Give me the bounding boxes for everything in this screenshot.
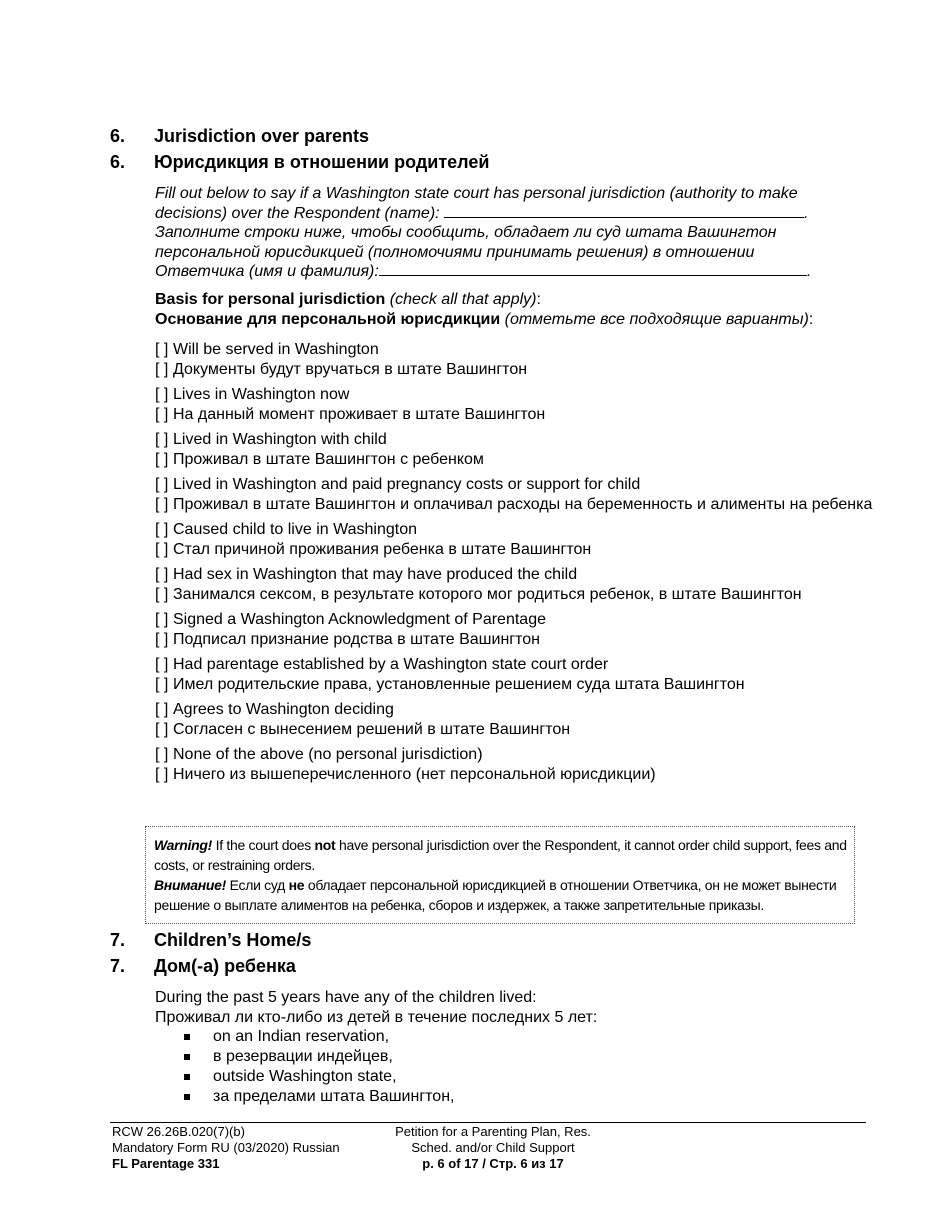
jurisdiction-options (155, 340, 875, 790)
option-agrees: [ ] Agrees to Washington deciding [ ] Согласен с вынесением решений в штате Вашингтон (155, 701, 571, 738)
option-acknowledgment: [ ] Signed a Washington Acknowledgment of Parentage [ ] Подписал признание родства в штате Вашингтон (155, 611, 546, 648)
checkbox[interactable]: [ ] (155, 341, 169, 358)
instruction-ru-line3: Ответчика (имя и фамилия): . (155, 263, 812, 280)
respondent-name-field-ru[interactable] (379, 275, 807, 276)
bullet-icon (184, 1054, 190, 1060)
bullet-icon (184, 1074, 190, 1080)
checkbox[interactable]: [ ] (155, 431, 169, 448)
section-7-heading-ru: 7. Дом(-а) ребенка (110, 956, 296, 976)
checkbox[interactable]: [ ] (155, 450, 169, 468)
footer-left: RCW 26.26B.020(7)(b) Mandatory Form RU (03/2020) Russian FL Parentage 331 (112, 1124, 340, 1171)
respondent-name-field-en[interactable] (444, 217, 804, 218)
checkbox[interactable]: [ ] (155, 476, 169, 493)
option-none: [ ] None of the above (no personal jurisdiction) [ ] Ничего из вышеперечисленного (нет персональной юрисдикции) (155, 746, 656, 783)
page-number: p. 6 of 17 / Стр. 6 из 17 (422, 1156, 564, 1171)
checkbox[interactable]: [ ] (155, 720, 169, 738)
basis-heading: Basis for personal jurisdiction (check all that apply): Основание для персональной юрисдикции (отметьте все подходящие варианты): (155, 291, 814, 328)
section-7-title-ru: Дом(-а) ребенка (154, 956, 296, 976)
bullet-icon (184, 1094, 190, 1100)
children-home-list (180, 1027, 454, 1107)
list-item: за пределами штата Вашингтон, (180, 1087, 454, 1107)
checkbox[interactable]: [ ] (155, 566, 169, 583)
warning-box (145, 826, 855, 924)
footer-center: Petition for a Parenting Plan, Res. Sched. and/or Child Support p. 6 of 17 / Стр. 6 из 17 (388, 1124, 598, 1172)
checkbox[interactable]: [ ] (155, 675, 169, 693)
option-served: [ ] Will be served in Washington [ ] Документы будут вручаться в штате Вашингтон (155, 341, 528, 378)
instruction-ru-line2: персональной юрисдикцией (полномочиями принимать решения) в отношении (155, 243, 755, 261)
instruction-en-line1: Fill out below to say if a Washington state court has personal jurisdiction (authority to make (155, 185, 798, 202)
checkbox[interactable]: [ ] (155, 521, 169, 538)
section-6-heading-en: 6. Jurisdiction over parents (110, 126, 370, 146)
section-6-title-en: Jurisdiction over parents (154, 126, 370, 146)
list-item: в резервации индейцев, (180, 1047, 454, 1067)
instruction-ru-line1: Заполните строки ниже, чтобы сообщить, обладает ли суд штата Вашингтон (155, 224, 777, 241)
warning-ru: Внимание! Если суд не обладает персональной юрисдикцией в отношении Ответчика, он не может вынести решение о выплате алиментов на ребенка, сборов и издержек, а также запретительные приказы. (154, 877, 837, 913)
bullet-icon (184, 1034, 190, 1040)
checkbox[interactable]: [ ] (155, 746, 169, 763)
checkbox[interactable]: [ ] (155, 495, 169, 513)
section-7-title-en: Children’s Home/s (154, 930, 312, 950)
checkbox[interactable]: [ ] (155, 540, 169, 558)
option-lives-now: [ ] Lives in Washington now [ ] На данный момент проживает в штате Вашингтон (155, 386, 546, 423)
checkbox[interactable]: [ ] (155, 765, 169, 783)
section-7-heading-en: 7. Children’s Home/s (110, 930, 312, 950)
option-court-order: [ ] Had parentage established by a Washington state court order [ ] Имел родительские права, установленные решением суда штата Вашингтон (155, 656, 745, 693)
option-paid-support: [ ] Lived in Washington and paid pregnancy costs or support for child [ ] Проживал в штате Вашингтон и оплачивал расходы на беременность и алименты на ребенка (155, 476, 873, 513)
children-home-question: During the past 5 years have any of the children lived: Проживал ли кто-либо из детей в течение последних 5 лет: (155, 989, 598, 1026)
option-caused-child-to-live: [ ] Caused child to live in Washington [ ] Стал причиной проживания ребенка в штате Вашингтон (155, 521, 592, 558)
section-6-title-ru: Юрисдикция в отношении родителей (154, 152, 490, 172)
list-item: outside Washington state, (180, 1067, 454, 1087)
checkbox[interactable]: [ ] (155, 585, 169, 603)
footer-divider (110, 1122, 866, 1123)
option-lived-with-child: [ ] Lived in Washington with child [ ] Проживал в штате Вашингтон с ребенком (155, 431, 484, 468)
option-conception: [ ] Had sex in Washington that may have produced the child [ ] Занимался сексом, в результате которого мог родиться ребенок, в штате Вашингтон (155, 566, 802, 603)
checkbox[interactable]: [ ] (155, 611, 169, 628)
checkbox[interactable]: [ ] (155, 405, 169, 423)
instruction-en-line2: decisions) over the Respondent (name): . (155, 204, 809, 222)
checkbox[interactable]: [ ] (155, 360, 169, 378)
warning-en: Warning! If the court does not have personal jurisdiction over the Respondent, it cannot order child support, fees and costs, or restraining orders. (154, 837, 847, 873)
checkbox[interactable]: [ ] (155, 630, 169, 648)
section-6-heading-ru: 6. Юрисдикция в отношении родителей (110, 152, 490, 172)
list-item: on an Indian reservation, (180, 1027, 454, 1047)
checkbox[interactable]: [ ] (155, 656, 169, 673)
checkbox[interactable]: [ ] (155, 701, 169, 718)
checkbox[interactable]: [ ] (155, 386, 169, 403)
instructions (155, 184, 855, 282)
